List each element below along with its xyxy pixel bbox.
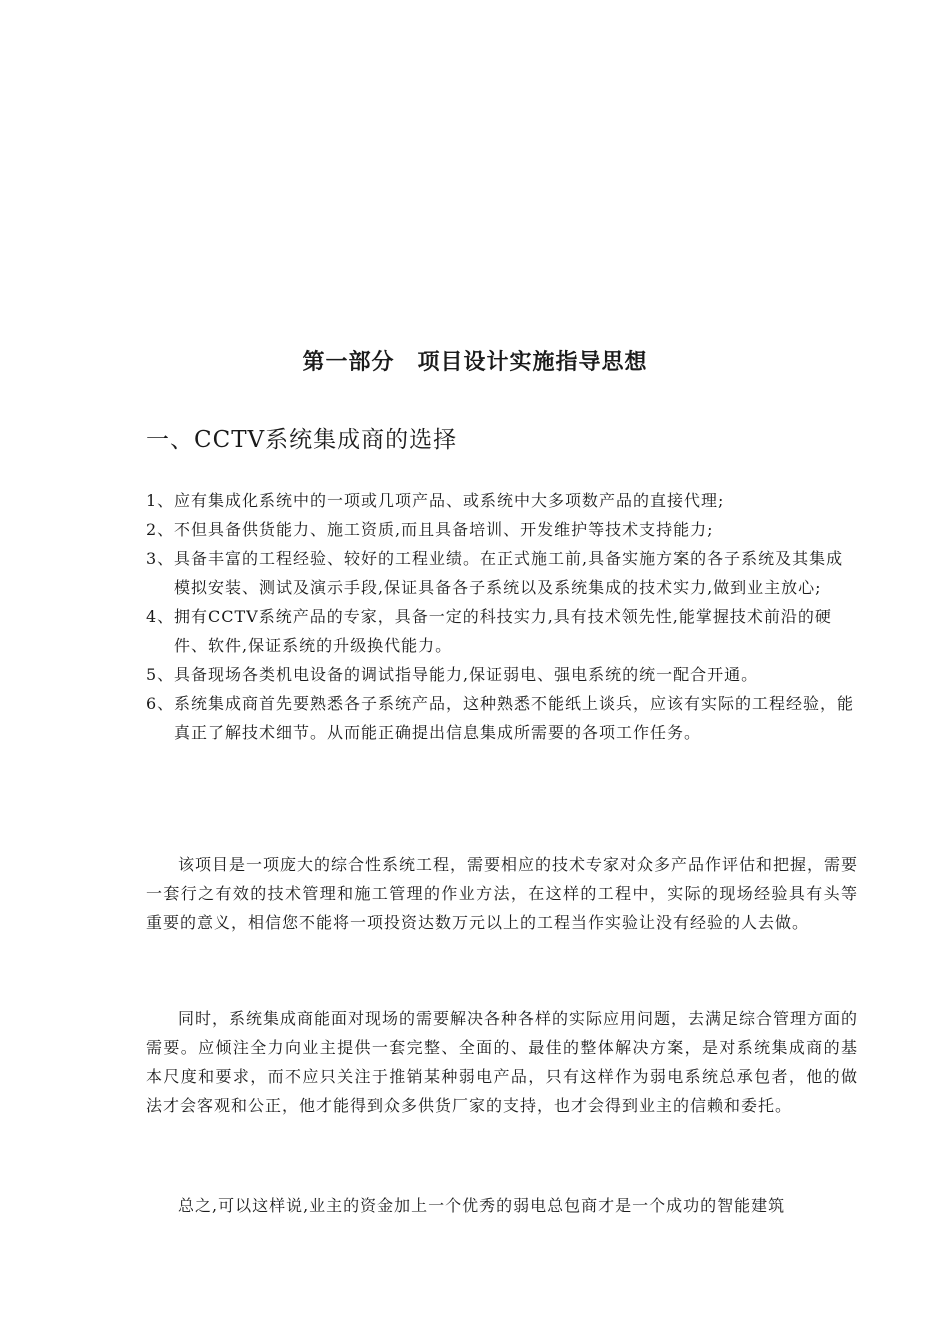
list-item: [146, 544, 860, 602]
list-item-text: 应有集成化系统中的一项或几项产品、或系统中大多项数产品的直接代理;: [174, 491, 725, 510]
list-item-number: 6、: [146, 694, 175, 713]
list-item-text: 不但具备供货能力、施工资质,而且具备培训、开发维护等技术支持能力;: [174, 520, 714, 539]
list-item-number: 3、: [146, 549, 175, 568]
section-heading: 一、CCTV系统集成商的选择: [146, 427, 458, 453]
list-item-text: 具备现场各类机电设备的调试指导能力,保证弱电、强电系统的统一配合开通。: [174, 665, 759, 684]
body-paragraph: 总之,可以这样说,业主的资金加上一个优秀的弱电总包商才是一个成功的智能建筑: [178, 1196, 786, 1215]
list-item-text: 具备丰富的工程经验、较好的工程业绩。在正式施工前,具备实施方案的各子系统及其集成模拟安装、测试及演示手段,保证具备各子系统以及系统集成的技术实力,做到业主放心;: [174, 549, 844, 597]
list-item: [146, 515, 860, 544]
list-item: [146, 689, 860, 747]
list-item-text: 系统集成商首先要熟悉各子系统产品，这种熟悉不能纸上谈兵，应该有实际的工程经验，能真正了解技术细节。从而能正确提出信息集成所需要的各项工作任务。: [174, 694, 855, 742]
list-item: [146, 660, 860, 689]
body-paragraph: 同时，系统集成商能面对现场的需要解决各种各样的实际应用问题，去满足综合管理方面的需要。应倾注全力向业主提供一套完整、全面的、最佳的整体解决方案，是对系统集成商的基本尺度和要求，而不应只关注于推销某种弱电产品，只有这样作为弱电系统总承包者，他的做法才会客观和公正，他才能得到众多供货厂家的支持，也才会得到业主的信赖和委托。: [146, 1009, 859, 1115]
list-item-number: 1、: [146, 491, 175, 510]
list-item-number: 4、: [146, 607, 175, 626]
list-item-text: 拥有CCTV系统产品的专家，具备一定的科技实力,具有技术领先性,能掌握技术前沿的硬件、软件,保证系统的升级换代能力。: [174, 607, 832, 655]
list-item: [146, 486, 860, 515]
requirements-list: [146, 486, 860, 747]
part-title: 第一部分 项目设计实施指导思想: [302, 350, 648, 375]
list-item-number: 2、: [146, 520, 175, 539]
list-item-number: 5、: [146, 665, 175, 684]
body-paragraph: 该项目是一项庞大的综合性系统工程，需要相应的技术专家对众多产品作评估和把握，需要一套行之有效的技术管理和施工管理的作业方法，在这样的工程中，实际的现场经验具有头等重要的意义，相信您不能将一项投资达数万元以上的工程当作实验让没有经验的人去做。: [146, 855, 859, 932]
list-item: [146, 602, 860, 660]
